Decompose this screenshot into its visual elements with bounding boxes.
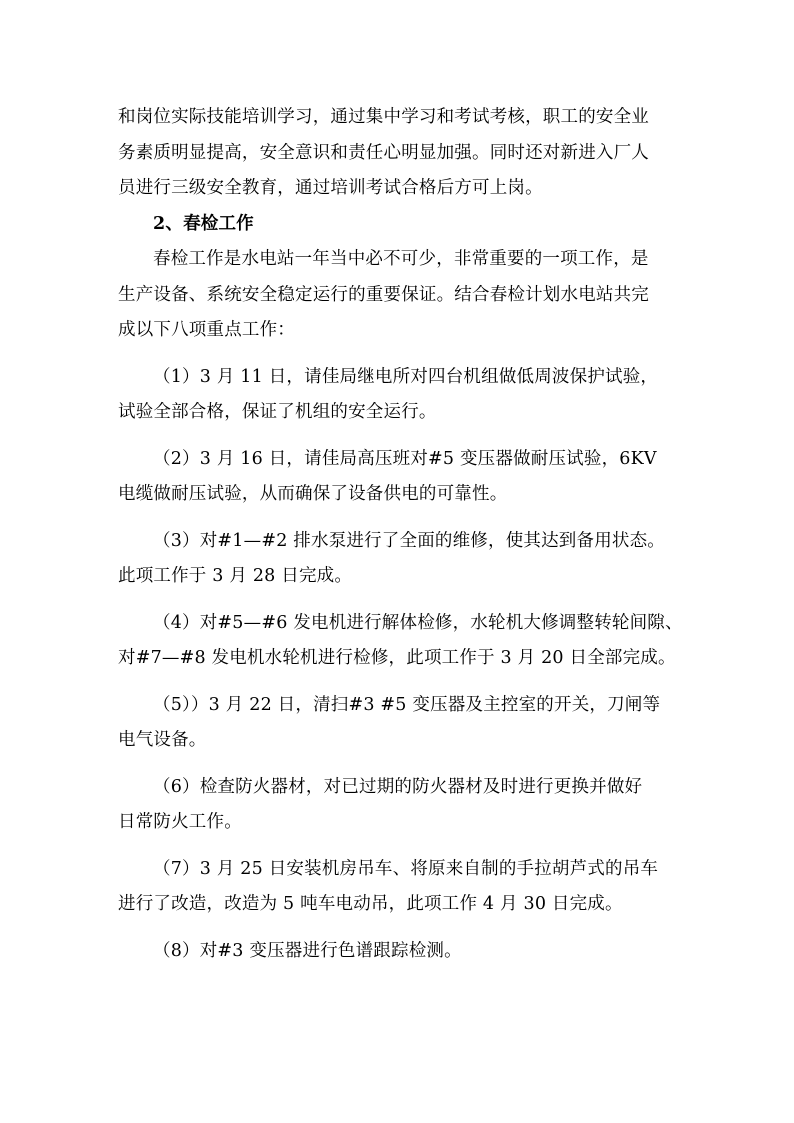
text-line: 务素质明显提高，安全意识和责任心明显加强。同时还对新进入厂人 [118,142,649,163]
document-body [118,100,683,969]
text-line: 成以下八项重点工作： [118,320,295,340]
list-item-4 [118,606,683,677]
text-line: （7）3 月 25 日安装机房吊车、将原来自制的手拉胡芦式的吊车 [153,858,659,879]
list-item-1 [118,360,678,431]
text-line: 试验全部合格，保证了机组的安全运行。 [118,402,437,422]
paragraph-gap [118,431,678,442]
text-line: （5））3 月 22 日，清扫#3 #5 变压器及主控室的开关，刀闸等 [153,694,661,715]
text-line: （1）3 月 11 日，请佳局继电所对四台机组做低周波保护试验， [153,366,659,387]
paragraph-gap [118,841,678,852]
list-item-5 [118,688,678,759]
section-heading: 2、春检工作 [153,213,254,234]
text-line: （6）检查防火器材，对已过期的防火器材及时进行更换并做好 [153,776,643,797]
list-item-6 [118,770,678,841]
paragraph-gap [118,595,678,606]
text-line: 春检工作是水电站一年当中必不可少，非常重要的一项工作，是 [153,249,649,269]
text-line: 员进行三级安全教育，通过培训考试合格后方可上岗。 [118,178,543,198]
text-line: （3）对#1—#2 排水泵进行了全面的维修，使其达到备用状态。 [153,530,665,551]
text-line: 和岗位实际技能培训学习，通过集中学习和考试考核，职工的安全业 [118,107,649,127]
list-item-3 [118,524,678,595]
list-item-8 [118,934,678,970]
paragraph-gap [118,759,678,770]
text-line: 此项工作于 3 月 28 日完成。 [118,566,353,586]
list-item-2 [118,442,678,513]
list-item-7 [118,852,678,923]
text-line: 进行了改造，改造为 5 吨车电动吊，此项工作 4 月 30 日完成。 [118,894,623,914]
text-line: 电缆做耐压试验，从而确保了设备供电的可靠性。 [118,484,508,504]
text-line: （4）对#5—#6 发电机进行解体检修，水轮机大修调整转轮间隙、 [153,612,683,633]
text-line: （8）对#3 变压器进行色谱跟踪检测。 [153,940,462,961]
text-line: 电气设备。 [118,730,207,750]
text-line: （2）3 月 16 日，请佳局高压班对#5 变压器做耐压试验，6KV [153,448,657,469]
paragraph-gap [118,513,678,524]
paragraph-gap [118,349,678,360]
intro-paragraph [118,100,678,207]
text-line: 对#7—#8 发电机水轮机进行检修，此项工作于 3 月 20 日全部完成。 [118,648,676,668]
section-intro-paragraph [118,242,678,349]
text-line: 生产设备、系统安全稳定运行的重要保证。结合春检计划水电站共完 [118,284,649,305]
paragraph-gap [118,923,678,934]
paragraph-gap [118,677,678,688]
text-line: 日常防火工作。 [118,812,242,832]
